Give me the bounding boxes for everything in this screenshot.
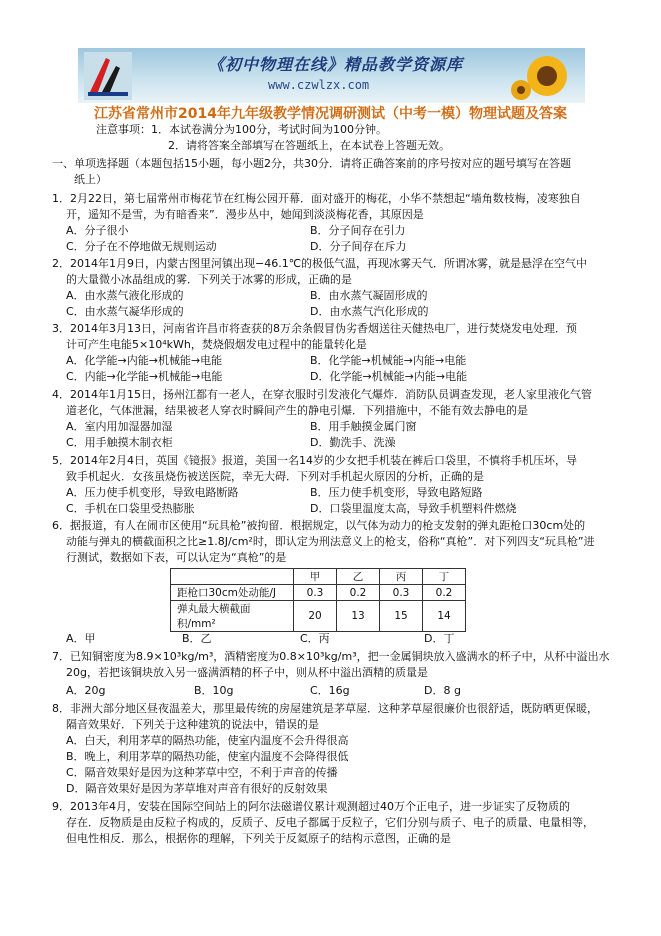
table-header-cell: 丙	[380, 569, 423, 585]
question-stem: 8．非洲大部分地区昼夜温差大，那里最传统的房屋建筑是茅草屋．这种茅草屋很廉价也很舒适，既防晒更保暖，	[52, 702, 598, 715]
question-stem: 5．2014年2月4日，英国《镜报》报道，美国一名14岁的少女把手机装在裤后口袋里，不慎将手机压坏，导	[52, 454, 577, 467]
option: C．手机在口袋里受热膨胀	[66, 502, 195, 515]
option: D．化学能→机械能→内能→电能	[310, 370, 468, 383]
question-stem: 但电性相反．那么，根据你的理解，下列关于反氦原子的结构示意图，正确的是	[66, 832, 451, 845]
option: D．勤洗手、洗澡	[310, 436, 396, 449]
notice-line: 2．请将答案全部填写在答题纸上，在本试卷上答题无效。	[168, 139, 450, 152]
data-table	[170, 568, 466, 632]
option: A．由水蒸气液化形成的	[66, 289, 184, 302]
banner-title: 《初中物理在线》精品教学资源库	[208, 55, 464, 74]
option: A．压力使手机变形，导致电路断路	[66, 486, 239, 499]
option: A．化学能→内能→机械能→电能	[66, 354, 223, 367]
question-stem: 9．2013年4月，安装在国际空间站上的阿尔法磁谱仪累计观测超过40万个正电子，进一步证实了反物质的	[52, 800, 570, 813]
option: D．由水蒸气汽化形成的	[310, 305, 429, 318]
option: C．用手触摸木制衣柜	[66, 436, 173, 449]
question-stem: 隔音效果好．下列关于这种建筑的说法中，错误的是	[66, 718, 319, 731]
section-heading: 一、单项选择题（本题包括15小题，每小题2分，共30分．请将正确答案前的序号按对应的题号填写在答题	[52, 157, 571, 170]
table-cell: 0.3	[380, 585, 423, 601]
option: A．甲	[66, 632, 96, 645]
option: A．白天，利用茅草的隔热功能，使室内温度不会升得很高	[66, 734, 349, 747]
option: D．口袋里温度太高，导致手机塑料件燃烧	[310, 502, 517, 515]
table-row	[171, 601, 466, 632]
option: A．20g	[66, 684, 106, 697]
table-cell: 15	[380, 601, 423, 632]
option: B．用手触摸金属门窗	[310, 420, 417, 433]
question-stem: 计可产生电能5×10⁴kWh，焚烧假烟发电过程中的能量转化是	[66, 338, 367, 351]
option: B．化学能→机械能→内能→电能	[310, 354, 467, 367]
option: C．内能→化学能→机械能→电能	[66, 370, 223, 383]
question-stem: 开，遥知不是雪，为有暗香来”．漫步丛中，她闻到淡淡梅花香，其原因是	[66, 208, 424, 221]
option: C．16g	[310, 684, 350, 697]
banner-url: www.czwlzx.com	[268, 78, 370, 92]
table-cell: 弹丸最大横截面积/mm²	[171, 601, 294, 632]
table-cell: 0.2	[423, 585, 466, 601]
sunflower-image	[507, 50, 581, 102]
section-heading: 纸上）	[74, 173, 107, 186]
question-stem: 的大量微小冰晶组成的雾．下列关于冰雾的形成，正确的是	[66, 273, 352, 286]
banner	[78, 48, 585, 103]
question-stem: 6．据报道，有人在闹市区使用“玩具枪”被拘留．根据规定，以气体为动力的枪支发射的弹丸距枪口30cm处的	[52, 519, 586, 532]
question-stem: 4．2014年1月15日，扬州江都有一老人，在穿衣服时引发液化气爆炸．消防队员调查发现，老人家里液化气管	[52, 388, 592, 401]
option: C．分子在不停地做无规则运动	[66, 240, 217, 253]
question-stem: 7．已知铜密度为8.9×10³kg/m³，酒精密度为0.8×10³kg/m³，把一金属铜块放入盛满水的杯子中，从杯中溢出水	[52, 650, 610, 663]
option: B．10g	[194, 684, 234, 697]
question-stem: 存在．反物质是由反粒子构成的，反质子、反电子都属于反粒子，它们分别与质子、电子的质量、电量相等，	[66, 816, 594, 829]
notice-line: 注意事项：1．本试卷满分为100分，考试时间为100分钟。	[96, 123, 387, 136]
table-header-cell	[171, 569, 294, 585]
table-header-cell: 甲	[294, 569, 337, 585]
table-cell: 0.3	[294, 585, 337, 601]
table-cell: 20	[294, 601, 337, 632]
table-header-row	[171, 569, 466, 585]
question-stem: 动能与弹丸的横截面积之比≥1.8J/cm²时，即认定为刑法意义上的枪支，俗称“真枪”．对下列四支“玩具枪”进	[66, 535, 595, 548]
table-row	[171, 585, 466, 601]
question-stem: 2．2014年1月9日，内蒙古图里河镇出现−46.1℃的极低气温，再现冰雾天气．所谓冰雾，就是悬浮在空气中	[52, 257, 588, 270]
question-stem: 3．2014年3月13日，河南省许昌市将查获的8万余条假冒伪劣香烟送往天健热电厂，进行焚烧发电处理．预	[52, 322, 577, 335]
logo-icon	[84, 52, 132, 100]
option: C．由水蒸气凝华形成的	[66, 305, 184, 318]
question-stem: 1．2月22日，第七届常州市梅花节在红梅公园开幕．面对盛开的梅花，小华不禁想起“墙角数枝梅，凌寒独自	[52, 192, 581, 205]
option: D．分子间存在斥力	[310, 240, 407, 253]
option: A．室内用加湿器加湿	[66, 420, 173, 433]
option: B．乙	[182, 632, 212, 645]
option: A．分子很小	[66, 224, 129, 237]
question-stem: 致手机起火．女孩虽烧伤被送医院，幸无大碍．下列对手机起火原因的分析，正确的是	[66, 470, 484, 483]
table-cell: 13	[337, 601, 380, 632]
option: B．压力使手机变形，导致电路短路	[310, 486, 483, 499]
option: B．分子间存在引力	[310, 224, 406, 237]
question-stem: 道老化，气体泄漏，结果被老人穿衣时瞬间产生的静电引爆．下列措施中，不能有效去静电的是	[66, 404, 528, 417]
table-cell: 0.2	[337, 585, 380, 601]
option: D．隔音效果好是因为茅草堆对声音有很好的反射效果	[66, 782, 328, 795]
question-stem: 20g，若把该铜块放入另一盛满酒精的杯子中，则从杯中溢出酒精的质量是	[66, 666, 428, 679]
option: B．由水蒸气凝固形成的	[310, 289, 428, 302]
option: D．丁	[424, 632, 455, 645]
option: B．晚上，利用茅草的隔热功能，使室内温度不会降得很低	[66, 750, 349, 763]
option: C．隔音效果好是因为这种茅草中空，不利于声音的传播	[66, 766, 338, 779]
page-title: 江苏省常州市2014年九年级教学情况调研测试（中考一模）物理试题及答案	[94, 106, 567, 122]
option: D．8 g	[424, 684, 461, 697]
table-header-cell: 丁	[423, 569, 466, 585]
table-cell: 距枪口30cm处动能/J	[171, 585, 294, 601]
question-stem: 行测试，数据如下表，可以认定为“真枪”的是	[66, 551, 287, 564]
table-cell: 14	[423, 601, 466, 632]
table-header-cell: 乙	[337, 569, 380, 585]
option: C．丙	[300, 632, 330, 645]
